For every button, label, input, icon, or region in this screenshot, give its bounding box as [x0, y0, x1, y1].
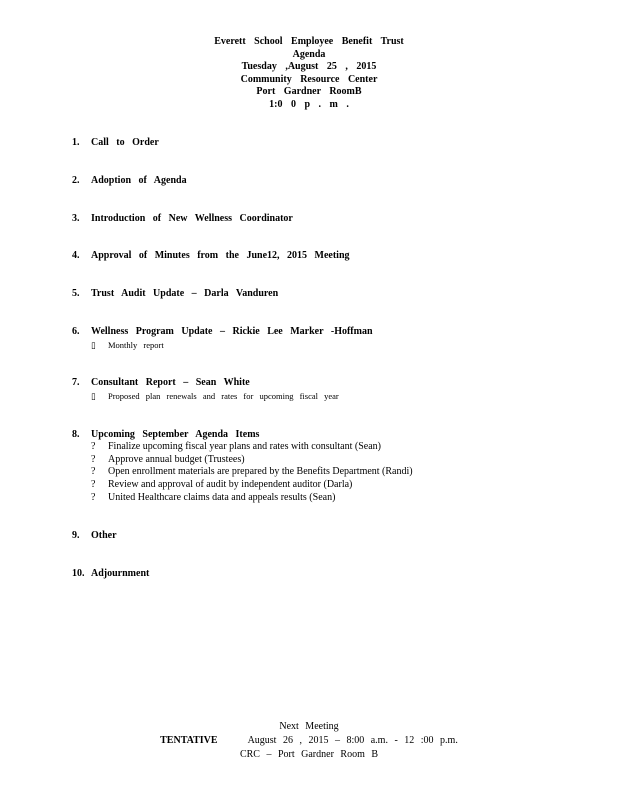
agenda-item-approval-minutes [72, 250, 350, 262]
item-title: Introduction of New Wellness Coordinator [91, 213, 293, 224]
agenda-item-adjournment [72, 568, 149, 580]
next-meeting-location: CRC – Port Gardner Room B [239, 749, 379, 760]
item-title: Trust Audit Update – Darla Vanduren [91, 288, 279, 299]
agenda-item-introduction [72, 213, 293, 225]
agenda-item-trust-audit [72, 288, 278, 300]
sub-item-text: Review and approval of audit by independent auditor (Darla) [108, 479, 353, 491]
header-date: Tuesday ,August 25 , 2015 [241, 61, 377, 73]
item-number: 2. [72, 175, 80, 186]
item-number: 10. [72, 568, 85, 579]
bullet-icon: ? [91, 491, 96, 503]
item-number: 7. [72, 377, 80, 388]
item-number: 8. [72, 429, 80, 440]
item-number: 5. [72, 288, 80, 299]
agenda-item-adoption [72, 175, 187, 187]
sub-item [91, 454, 413, 467]
header-organization: Everett School Employee Benefit Trust [214, 36, 404, 47]
bullet-icon: ▯ [91, 340, 96, 350]
item-number: 4. [72, 250, 80, 261]
bullet-icon: ? [91, 441, 96, 452]
header-venue: Community Resource Center [240, 73, 378, 85]
sub-list [91, 338, 373, 352]
sub-list [91, 389, 339, 403]
item-title: Upcoming September Agenda Items [91, 429, 260, 440]
next-meeting-date-row [0, 734, 618, 748]
item-title: Other [91, 530, 117, 541]
header-time: 1:0 0 p . m . [269, 98, 349, 110]
item-number: 1. [72, 137, 80, 148]
next-meeting-footer [0, 720, 618, 762]
agenda-item-other [72, 530, 117, 542]
header-room: Port Gardner RoomB [256, 86, 362, 98]
agenda-header [0, 36, 618, 112]
sub-item-text: Approve annual budget (Trustees) [108, 453, 245, 465]
agenda-item-wellness [72, 326, 373, 352]
sub-item [91, 338, 373, 352]
item-title: Approval of Minutes from the June12, 2015 Meeting [91, 250, 350, 261]
next-meeting-label: Next Meeting [279, 721, 339, 732]
item-number: 9. [72, 530, 80, 541]
sub-item [91, 466, 413, 479]
header-title: Agenda [292, 48, 326, 60]
agenda-item-call-to-order [72, 137, 159, 149]
bullet-icon: ▯ [91, 391, 96, 401]
item-number: 6. [72, 326, 80, 337]
sub-item [91, 492, 413, 505]
item-title: Wellness Program Update – Rickie Lee Marker -Hoffman [91, 326, 373, 337]
agenda-item-upcoming [72, 429, 413, 505]
item-title: Adjournment [91, 568, 150, 579]
tentative-label: TENTATIVE [160, 735, 218, 746]
item-title: Consultant Report – Sean White [91, 377, 250, 388]
item-number: 3. [72, 213, 80, 224]
bullet-icon: ? [91, 466, 96, 478]
sub-item-text: Monthly report [108, 340, 164, 350]
agenda-item-consultant [72, 377, 339, 403]
next-meeting-date: August 26 , 2015 – 8:00 a.m. - 12 :00 p.m. [247, 735, 458, 746]
sub-item [91, 479, 413, 492]
bullet-icon: ? [91, 479, 96, 491]
sub-item [91, 389, 339, 403]
bullet-icon: ? [91, 453, 96, 465]
sub-item-text: Proposed plan renewals and rates for upcoming fiscal year [108, 391, 339, 401]
item-title: Adoption of Agenda [91, 175, 187, 186]
sub-list [91, 441, 413, 505]
sub-item-text: Finalize upcoming fiscal year plans and rates with consultant (Sean) [108, 441, 381, 452]
sub-item [91, 441, 413, 454]
sub-item-text: Open enrollment materials are prepared by the Benefits Department (Randi) [108, 466, 413, 478]
item-title: Call to Order [91, 137, 159, 148]
sub-item-text: United Healthcare claims data and appeals results (Sean) [108, 491, 336, 503]
